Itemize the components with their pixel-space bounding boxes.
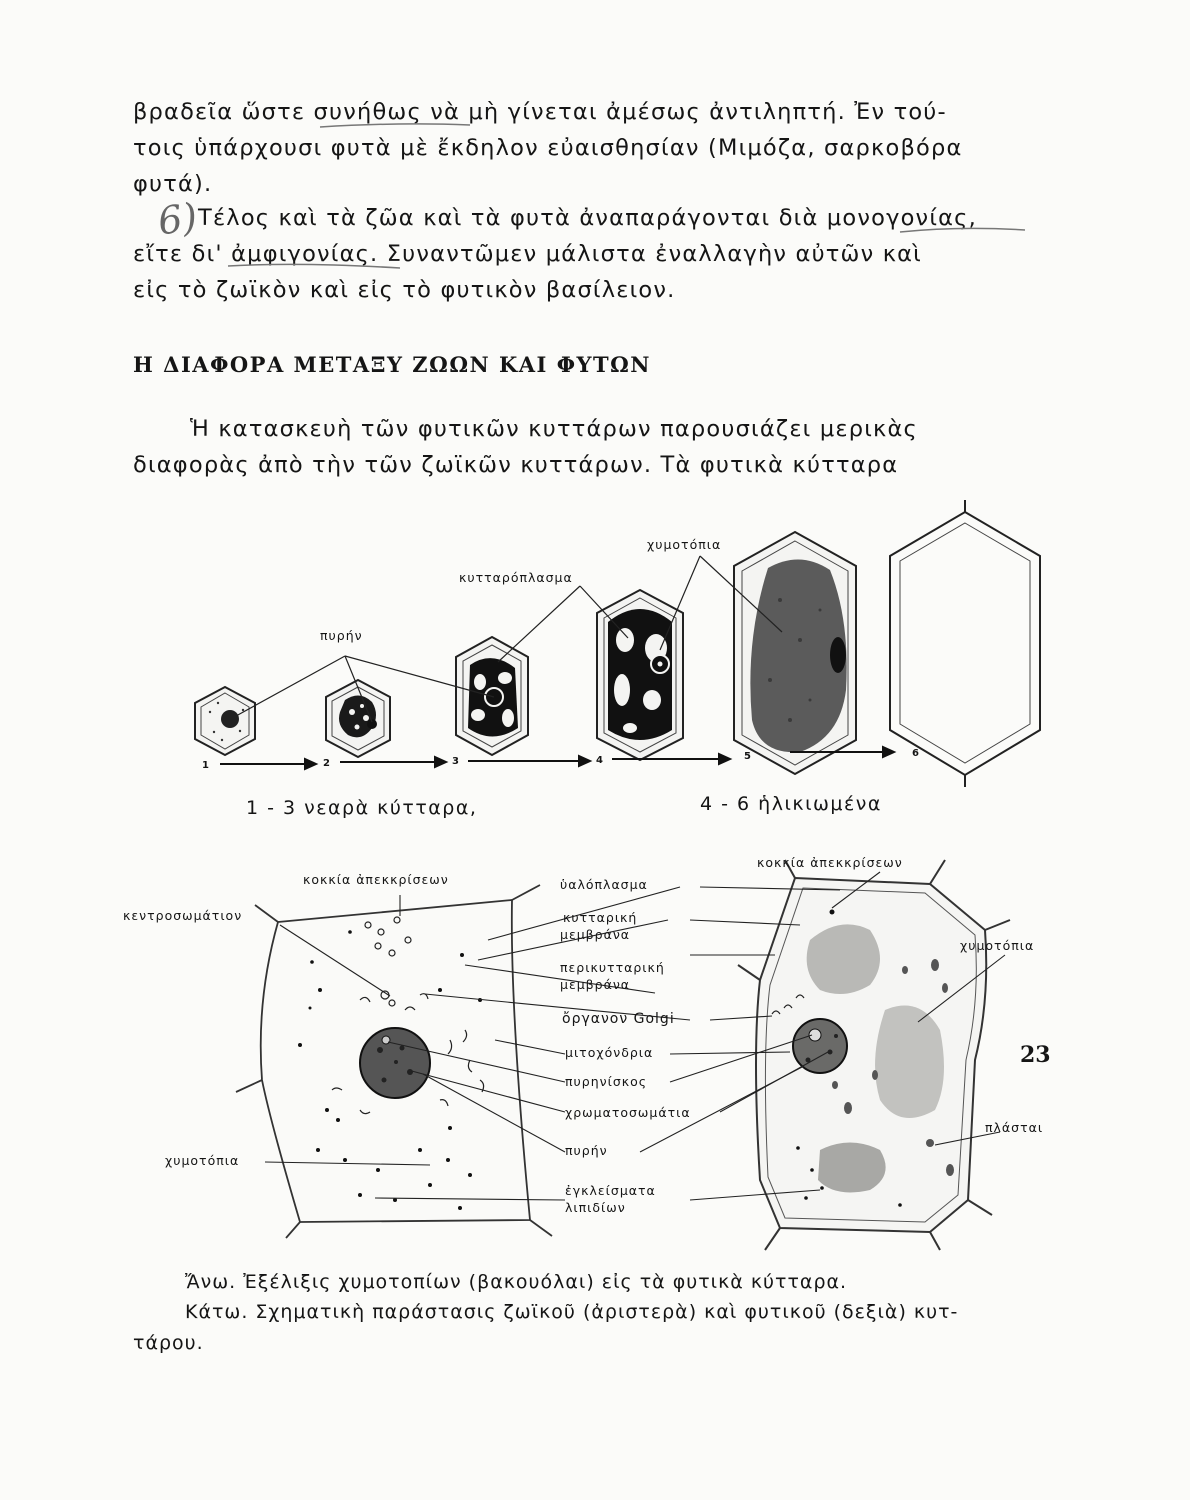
label-mitochondria: μιτοχόνδρια xyxy=(565,1045,654,1060)
cell-stage-6 xyxy=(890,500,1040,787)
caption-line-1: Ἄνω. Ἐξέλιξις χυμοτοπίων (βακουόλαι) εἰς τὰ φυτικὰ κύτταρα. xyxy=(185,1271,848,1293)
label-golgi: ὄργανον Golgi xyxy=(562,1011,675,1027)
label-chromosomes: χρωματοσωμάτια xyxy=(565,1105,691,1120)
paragraph-3-line-1: Ἡ κατασκευὴ τῶν φυτικῶν κυττάρων παρουσιάζει μερικὰς xyxy=(190,416,918,442)
cell-stage-1 xyxy=(195,687,255,755)
section-heading: Η ΔΙΑΦΟΡΑ ΜΕΤΑΞΥ ΖΩΩΝ ΚΑΙ ΦΥΤΩΝ xyxy=(133,352,651,377)
animal-cell xyxy=(236,885,552,1238)
top-figure xyxy=(195,500,1040,787)
label-centrosome: κεντροσωμάτιον xyxy=(123,908,243,923)
label-vacuoles-left: χυμοτόπια xyxy=(165,1153,240,1168)
page-number: 23 xyxy=(1020,1042,1051,1068)
paragraph-1-line-3: φυτά). xyxy=(133,171,213,197)
label-cell-membrane-2: μεμβράνα xyxy=(560,927,631,942)
label-lipid-inclusions-1: ἐγκλείσματα xyxy=(565,1183,656,1198)
label-plastids: πλάσται xyxy=(985,1120,1044,1135)
handwritten-margin-mark: 6) xyxy=(155,194,200,244)
label-nucleus-top: πυρήν xyxy=(320,628,363,643)
label-nucleolus: πυρηνίσκος xyxy=(565,1074,648,1089)
paragraph-1-line-1: βραδεῖα ὥστε συνήθως νὰ μὴ γίνεται ἀμέσως ἀντιληπτή. Ἐν τού- xyxy=(133,99,947,125)
label-vacuoles-top: χυμοτόπια xyxy=(647,537,722,552)
paragraph-2-line-3: εἰς τὸ ζωϊκὸν καὶ εἰς τὸ φυτικὸν βασίλειον. xyxy=(133,277,676,303)
caption-line-3: τάρου. xyxy=(133,1332,204,1354)
cell-stage-5 xyxy=(734,532,856,774)
label-mature-cells: 4 - 6 ἡλικιωμένα xyxy=(700,793,882,815)
caption-line-2: Κάτω. Σχηματικὴ παράστασις ζωϊκοῦ (ἀριστερὰ) καὶ φυτικοῦ (δεξιὰ) κυτ- xyxy=(185,1301,959,1323)
paragraph-3-line-2: διαφορὰς ἀπὸ τὴν τῶν ζωϊκῶν κυττάρων. Τὰ φυτικὰ κύτταρα xyxy=(133,452,899,478)
label-pericellular-membrane-1: περικυτταρική xyxy=(560,960,665,975)
pencil-underlines xyxy=(228,124,1025,268)
paragraph-2-line-1: Τέλος καὶ τὰ ζῶα καὶ τὰ φυτὰ ἀναπαράγονται διὰ μονογονίας, xyxy=(198,205,977,231)
label-cytoplasm: κυτταρόπλασμα xyxy=(459,570,573,585)
label-secretion-granules-right: κοκκία ἀπεκκρίσεων xyxy=(757,855,903,870)
stage-number-5: 5 xyxy=(744,751,751,762)
label-vacuoles-right: χυμοτόπια xyxy=(960,938,1035,953)
label-nucleus-bottom: πυρήν xyxy=(565,1143,608,1158)
label-lipid-inclusions-2: λιπιδίων xyxy=(565,1200,626,1215)
stage-number-4: 4 xyxy=(596,755,603,766)
label-secretion-granules-left: κοκκία ἀπεκκρίσεων xyxy=(303,872,449,887)
stage-number-1: 1 xyxy=(202,760,209,771)
stage-number-3: 3 xyxy=(452,756,459,767)
cell-stage-2 xyxy=(326,680,390,757)
label-young-cells: 1 - 3 νεαρὰ κύτταρα, xyxy=(246,797,478,819)
paragraph-1-line-2: τοις ὑπάρχουσι φυτὰ μὲ ἔκδηλον εὐαισθησίαν (Μιμόζα, σαρκοβόρα xyxy=(133,135,963,161)
stage-number-2: 2 xyxy=(323,758,330,769)
label-hyaloplasm: ὑαλόπλασμα xyxy=(560,877,648,892)
cell-stage-4 xyxy=(597,590,683,760)
plant-cell xyxy=(738,860,1010,1250)
label-cell-membrane-1: κυτταρική xyxy=(563,910,638,925)
paragraph-2-line-2: εἴτε δι' ἀμφιγονίας. Συναντῶμεν μάλιστα ἐναλλαγὴν αὐτῶν καὶ xyxy=(133,241,922,267)
label-pericellular-membrane-2: μεμβράνα xyxy=(560,977,631,992)
stage-number-6: 6 xyxy=(912,748,919,759)
